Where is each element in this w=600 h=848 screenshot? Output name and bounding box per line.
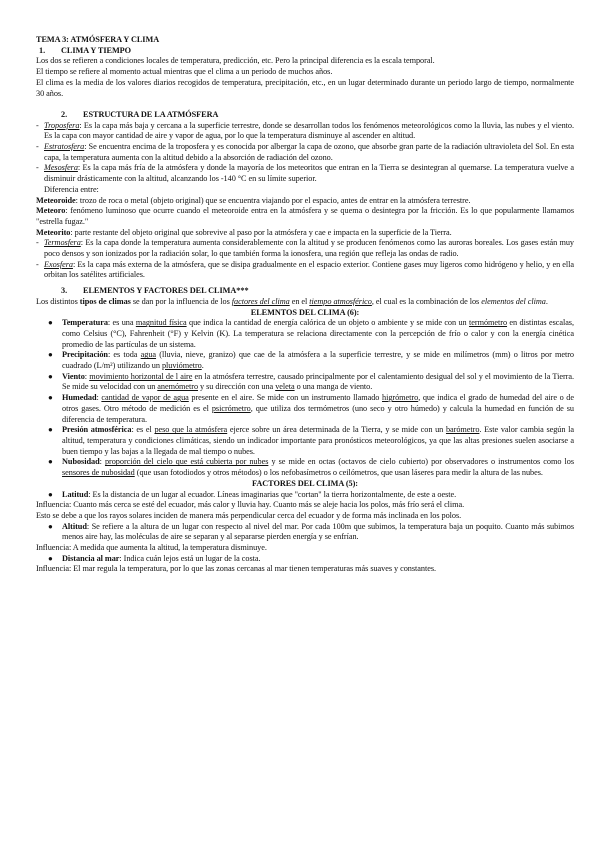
link: sensores de nubosidad (62, 468, 135, 478)
link: pluviómetro (161, 361, 202, 371)
text: (que usan fotodiodos y otros métodos) o los nefobasímetros o ceilómetros, que usan láseres para medir la altura de las nubes. (134, 468, 543, 478)
layer-mesosfera (36, 163, 574, 184)
term: Meteoro (36, 206, 66, 216)
layer-name: Mesosfera (44, 163, 78, 173)
link: termómetro (469, 318, 508, 328)
layer-name: Exosfera (44, 259, 73, 269)
section-1-number: 1. (39, 45, 46, 55)
definition-text: : trozo de roca o metal (objeto original) que se encuentra viajando por el espacio, antes de entrar en la atmósfera terrestre. (75, 195, 471, 205)
section-2-title: ESTRUCTURA DE LA ATMÓSFERA (83, 109, 219, 119)
layer-name: Termosfera (44, 238, 81, 248)
term: Meteoroide (36, 195, 76, 205)
influencia-distancia-mar: Influencia: El mar regula la temperatura, por lo que las zonas cercanas al mar tienen temperaturas más suaves y constantes. (36, 564, 436, 574)
text: o una manga de viento. (294, 382, 373, 392)
link: agua (140, 350, 157, 360)
layer-name: Troposfera (44, 120, 80, 130)
text: : es toda (107, 350, 141, 360)
influencia-altitud: Influencia: A medida que aumenta la altitud, la temperatura disminuye. (36, 543, 267, 553)
link: peso que la atmósfera (154, 425, 228, 435)
text: : es el (131, 425, 155, 435)
text: en el (289, 296, 310, 306)
text: : Se refiere a la altura de un lugar con respecto al nivel del mar. Por cada 100m que subimos, la temperatura baja un poquito. Cuanto más subimos menos aire hay, las moléculas de aire se separan y al separarse pierden energía y se enfrían. (62, 521, 574, 542)
text: : es una (107, 318, 136, 328)
text: : (84, 371, 90, 381)
term: Presión atmosférica (62, 425, 132, 435)
text: en la atmósfera terrestre, causado principalmente por el calentamiento desigual del sol y el movimiento de la Tierra. Se mide su velocidad con un (62, 371, 574, 392)
link: barómetro (445, 425, 480, 435)
section-3-title: ELEMENTOS Y FACTORES DEL CLIMA*** (83, 286, 249, 296)
term: Viento (62, 371, 85, 381)
link-factores: factores del clima (231, 296, 290, 306)
text: . (545, 296, 548, 306)
elemento-presion (36, 425, 574, 457)
term: Precipitación (62, 350, 108, 360)
elementos-header: ELEMNTOS DEL CLIMA (6): (250, 307, 360, 317)
difference-label: Diferencia entre: (44, 184, 99, 194)
bullet-icon: ● (48, 553, 53, 563)
layer-termosfera (36, 238, 574, 259)
elemento-nubosidad (36, 457, 574, 478)
text: se dan por la influencia de los (130, 296, 232, 306)
link: higrómetro (382, 393, 419, 403)
text: . Este valor cambia según la altitud, temperatura y condiciones climáticas, siendo un indicador importante para pronósticos meteorológicos, ya que las altas presiones suelen asociarse a buen tiempo y las bajas a la llegada de mal tiempo o nubes. (62, 425, 575, 456)
factor-altitud (36, 522, 574, 543)
text: , que indica el grado de humedad del aire o de otros gases. Otro método de medición es el (62, 393, 574, 413)
definition-text: : parte restante del objeto original que sobrevive al paso por la atmósfera y cae e impacta en la superficie de la Tierra. (70, 227, 452, 237)
section-3-heading (36, 286, 574, 297)
section-1-title: CLIMA Y TIEMPO (61, 45, 132, 55)
bullet-icon: ● (48, 521, 53, 531)
bullet-icon: ● (48, 489, 53, 499)
text-elementos: elementos del clima (481, 296, 546, 306)
link: movimiento horizontal de l aire (89, 371, 193, 381)
influencia-latitud-cont: Esto se debe a que los rayos solares inciden de manera más perpendicular cerca del ecuador y de forma más inclinada en los polos. (36, 510, 462, 520)
text: ejerce sobre un área determinada de la Tierra, y se mide con un (227, 425, 446, 435)
elemento-viento (36, 372, 574, 393)
section-2-heading (36, 110, 574, 121)
definition-text: : fenómeno luminoso que ocurre cuando el meteoroide entra en la atmósfera y se quema o desintegra por la fricción. Es lo que popularmente llamamos "estrella fugaz." (36, 206, 574, 226)
bullet-icon: ● (48, 425, 53, 435)
term: Nubosidad (62, 457, 100, 467)
text: , el cual es la combinación de los (371, 296, 482, 306)
layer-troposfera (36, 121, 574, 142)
document-title: TEMA 3: ATMÓSFERA Y CLIMA (36, 35, 160, 44)
term: Distancia al mar (62, 553, 120, 563)
text: que indica la cantidad de energía calórica de un objeto o ambiente y se mide con un (186, 318, 470, 328)
link: magnitud física (135, 318, 187, 328)
text: : (99, 457, 105, 467)
text: presente en el aire. Se mide con un instrumento llamado (188, 393, 383, 403)
text: : Es la distancia de un lugar al ecuador. Líneas imaginarias que "cortan" la tierra horizontalmente, de este a oeste. (88, 489, 457, 499)
layer-exosfera (36, 260, 574, 281)
bullet-icon: ● (48, 457, 53, 467)
text: (lluvia, nieve, granizo) que cae de la atmósfera a la superficie terrestre, y se mide en milímetros (mm) o litros por metro cuadrado (L/m²) utilizando un (62, 350, 574, 371)
text: : (96, 393, 102, 403)
paragraph: Los dos se refieren a condiciones locales de temperatura, predicción, etc. Pero la principal diferencia es la escala temporal. (36, 56, 435, 66)
term: Temperatura (62, 318, 108, 328)
elemento-temperatura (36, 318, 574, 350)
section-2-number: 2. (61, 109, 68, 119)
definition-meteoroide (36, 196, 574, 207)
term: Altitud (62, 521, 87, 531)
layer-text: : Se encuentra encima de la troposfera y es conocida por albergar la capa de ozono, que absorbe gran parte de la radiación ultravioleta del Sol. En esta capa, la temperatura aumenta con la altitud debido a la absorción de radiación del ozono. (44, 142, 574, 162)
definition-meteorito (36, 228, 574, 239)
paragraph: El clima es la media de los valores diarios recogidos de temperatura, precipitación, etc., en un lugar determinado durante un periodo largo de tiempo, normalmente 30 años. (36, 77, 574, 98)
factores-header: FACTORES DEL CLIMA (5): (251, 478, 359, 488)
text: en distintas escalas, como Celsius (°C), Fahrenheit (°F) y Kelvin (K). La temperatura se relaciona directamente con la percepción de frío o calor y con la energía cinética promedio de las partículas de un sistema. (62, 318, 574, 349)
text: . (201, 361, 204, 371)
text: , que utiliza dos termómetros (uno seco y otro húmedo) y calcula la humedad en función de su diferencia de temperatura. (62, 403, 574, 424)
text: y se mide en octas (octavos de cielo cubierto) por observadores o instrumentos como los (268, 457, 574, 467)
layer-name: Estratosfera (44, 142, 85, 152)
factor-distancia-mar (36, 554, 574, 565)
layer-text: : Es la capa más externa de la atmósfera, que se disipa gradualmente en el espacio exterior. Contiene gases muy ligeros como hidrógeno y helio, y en ella orbitan los satélites artificiales. (44, 259, 574, 280)
bullet-icon: ● (48, 393, 53, 403)
section-3-number: 3. (61, 286, 68, 296)
link: psicrómetro (211, 403, 251, 413)
text: Los distintos (36, 296, 80, 306)
factor-latitud (36, 490, 574, 501)
link: cantidad de vapor de agua (101, 393, 189, 403)
term: Humedad (62, 393, 97, 403)
layer-text: : Es la capa más baja y cercana a la superficie terrestre, donde se desarrollan todos los fenómenos meteorológicos como la lluvia, las nubes y el viento. Es la capa con mayor cantidad de aire y vapor de agua, por lo que la temperatura disminuye al ascender en altitud. (44, 120, 574, 141)
bullet-icon: ● (48, 318, 53, 328)
term: Latitud (62, 489, 89, 499)
link-tiempo: tiempo atmosférico (309, 296, 372, 306)
text: : Indica cuán lejos está un lugar de la costa. (119, 553, 261, 563)
section-3-intro (36, 297, 574, 308)
link: proporción del cielo que está cubierta por nubes (104, 457, 269, 467)
influencia-latitud: Influencia: Cuanto más cerca se esté del ecuador, más calor y lluvia hay. Cuanto más se aleje hacia los polos, más frío será el clima. (36, 500, 465, 510)
layer-text: : Es la capa más fría de la atmósfera y donde la mayoría de los meteoritos que entran en la Tierra se desintegran al quemarse. La temperatura vuelve a disminuir drásticamente con la altitud, alcanzando los -140 °C en su límite superior. (44, 163, 574, 184)
term: Meteorito (36, 227, 71, 237)
bullet-icon: ● (48, 350, 53, 360)
link: veleta (275, 382, 295, 392)
section-1-heading (36, 46, 574, 57)
layer-estratosfera (36, 142, 574, 163)
text-bold: tipos de climas (79, 296, 131, 306)
link: anemómetro (157, 382, 199, 392)
elemento-humedad (36, 393, 574, 425)
text: y su dirección con una (198, 382, 276, 392)
layer-text: : Es la capa donde la temperatura aumenta considerablemente con la altitud y se producen fenómenos como las auroras boreales. Los gases están muy poco densos y son ionizados por la radiación solar, lo que también forma la ionosfera, una región que refleja las ondas de radio. (44, 238, 574, 259)
bullet-icon: ● (48, 371, 53, 381)
elemento-precipitacion (36, 350, 574, 371)
paragraph: El tiempo se refiere al momento actual mientras que el clima a un periodo de muchos años. (36, 67, 333, 77)
definition-meteoro (36, 206, 574, 227)
